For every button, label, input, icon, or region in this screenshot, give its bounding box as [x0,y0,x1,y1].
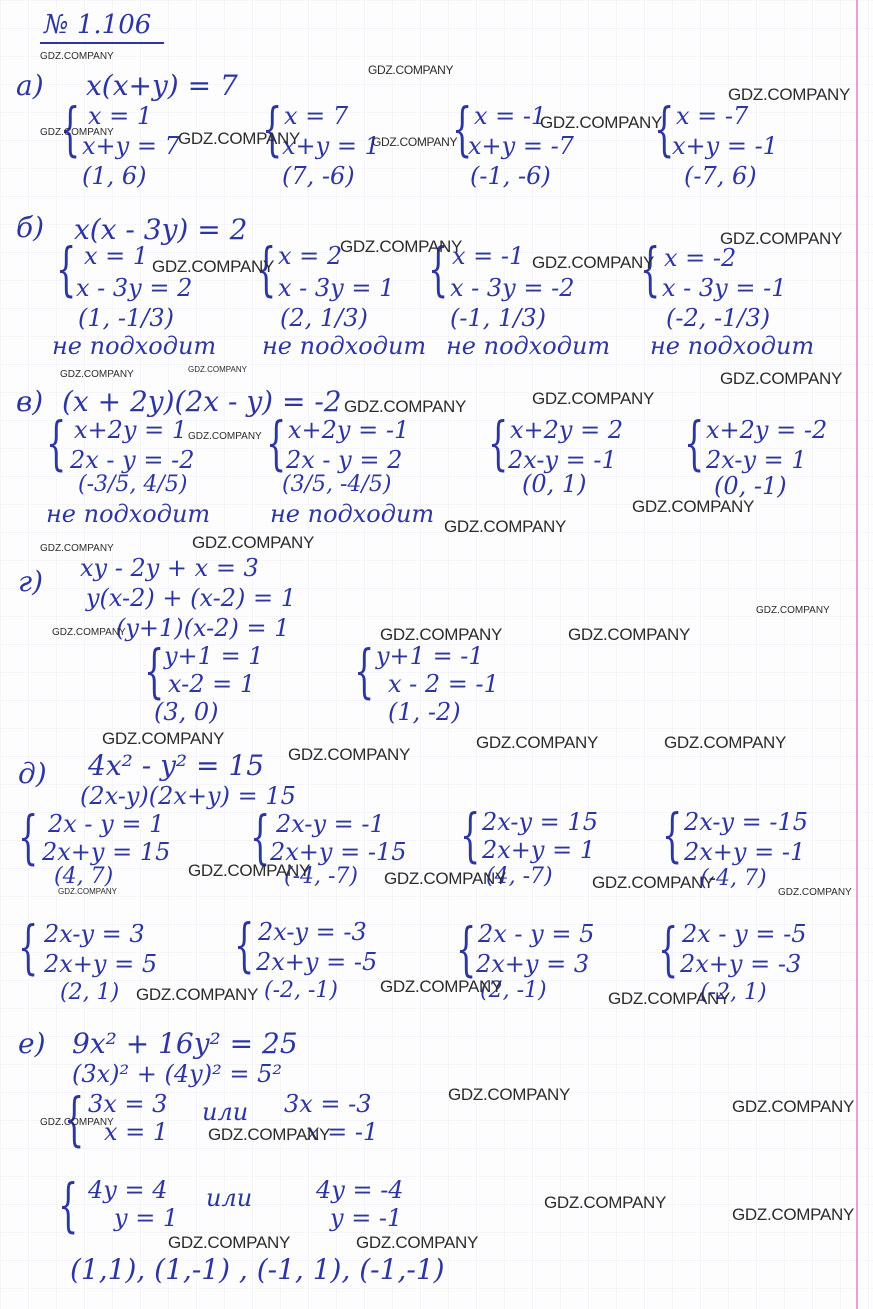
watermark: GDZ.COMPANY [356,1233,479,1252]
brace: { [64,1085,85,1153]
system-line: x = -1 [306,1118,379,1146]
solution-pair: (2, 1) [60,980,120,1005]
watermark: GDZ.COMPANY [444,517,567,536]
watermark: GDZ.COMPANY [340,237,463,256]
or-word: или [202,1098,249,1126]
or-word: или [206,1184,253,1212]
solution-pair: (0, 1) [522,470,587,498]
title-underline [40,42,164,44]
watermark: GDZ.COMPANY [532,389,655,408]
watermark: GDZ.COMPANY [384,869,507,888]
margin-line [856,0,858,1309]
section-d-label: д) [18,757,47,790]
system-line: y+1 = 1 [164,642,264,670]
section-e-label: е) [18,1027,46,1060]
solution-pair: (4, -7) [486,864,553,889]
system-line: x+2y = -1 [288,416,410,444]
brace: { [56,235,77,303]
system-line: 2x - y = 5 [478,920,595,948]
brace: { [460,801,481,869]
equation-line: 9x² + 16y² = 25 [72,1027,298,1060]
brace: { [654,95,675,163]
watermark: GDZ.COMPANY [208,1125,331,1144]
watermark: GDZ.COMPANY [136,985,259,1004]
system-line: 2x+y = -3 [680,950,802,978]
system-line: 2x-y = 3 [44,920,145,948]
system-line: 2x+y = -1 [684,838,806,866]
brace: { [256,235,277,303]
system-line: x+y = 1 [282,132,380,160]
brace: { [662,801,683,869]
brace: { [684,409,705,477]
watermark: GDZ.COMPANY [532,253,655,272]
system-line: x = -7 [676,102,749,130]
system-line: 2x-y = -15 [684,808,809,836]
system-line: y = -1 [330,1204,403,1232]
solution-pair: (0, -1) [714,472,787,500]
watermark: GDZ.COMPANY [288,745,411,764]
system-line: 2x-y = 1 [706,446,807,474]
watermark: GDZ.COMPANY [188,861,311,880]
watermark: GDZ.COMPANY [40,1117,114,1128]
solution-pair: (-3/5, 4/5) [78,472,188,497]
system-line: x-2 = 1 [168,670,256,698]
system-line: x = -2 [664,244,737,272]
watermark: GDZ.COMPANY [368,63,454,77]
brace: { [428,235,449,303]
section-g-label: г) [18,565,44,598]
final-answer: (1,1), (1,-1) , (-1, 1), (-1,-1) [70,1253,445,1286]
solution-pair: (3/5, -4/5) [282,472,392,497]
brace: { [234,911,255,979]
watermark: GDZ.COMPANY [732,1097,855,1116]
system-line: x - 3y = -1 [662,274,787,302]
brace: { [456,915,477,983]
watermark: GDZ.COMPANY [544,1193,667,1212]
watermark: GDZ.COMPANY [448,1085,571,1104]
equation-line: (y+1)(x-2) = 1 [116,614,290,642]
watermark: GDZ.COMPANY [720,369,843,388]
not-suitable-note: не подходит [262,332,427,360]
watermark: GDZ.COMPANY [40,127,114,138]
section-a-equation: x(x+y) = 7 [86,69,238,102]
section-b-label: б) [16,211,45,244]
solution-pair: (1, -2) [388,698,461,726]
problem-number: № 1.106 [44,10,152,40]
section-a-label: а) [16,69,44,102]
solution-pair: (-2, -1) [264,978,339,1003]
system-line: 2x+y = 3 [476,950,590,978]
not-suitable-note: не подходит [46,500,211,528]
system-line: x = 1 [104,1118,169,1146]
system-line: x+2y = 2 [510,416,624,444]
solution-pair: (-7, 6) [684,162,757,190]
system-line: x = -1 [474,102,547,130]
system-line: 2x - y = -5 [682,920,807,948]
system-line: 2x-y = 15 [482,808,598,836]
system-line: x - 3y = 1 [278,274,395,302]
system-line: y+1 = -1 [376,642,484,670]
solution-pair: (1, 6) [82,162,147,190]
watermark: GDZ.COMPANY [476,733,599,752]
system-line: x - 3y = 2 [76,274,193,302]
equation-line: 4x² - y² = 15 [88,749,265,782]
system-line: 4y = -4 [316,1176,404,1204]
watermark: GDZ.COMPANY [188,365,247,374]
watermark: GDZ.COMPANY [102,729,225,748]
brace: { [488,409,509,477]
system-line: 3x = -3 [284,1090,372,1118]
solution-pair: (7, -6) [282,162,355,190]
watermark: GDZ.COMPANY [40,51,114,62]
watermark: GDZ.COMPANY [372,135,458,149]
not-suitable-note: не подходит [650,332,815,360]
brace: { [250,803,271,871]
solution-pair: (-1, -6) [470,162,551,190]
brace: { [144,637,165,705]
brace: { [354,637,375,705]
system-line: 2x-y = -1 [508,446,617,474]
system-line: 4y = 4 [88,1176,168,1204]
brace: { [452,95,473,163]
solution-pair: (2, -1) [480,978,547,1003]
watermark: GDZ.COMPANY [540,113,663,132]
section-b-equation: x(x - 3y) = 2 [74,213,248,246]
watermark: GDZ.COMPANY [608,989,731,1008]
system-line: 2x+y = 15 [42,838,171,866]
system-line: 2x+y = -15 [270,838,407,866]
brace: { [640,235,661,303]
watermark: GDZ.COMPANY [728,85,851,104]
system-line: x+y = -7 [468,132,574,160]
system-line: x - 2 = -1 [388,670,499,698]
solution-pair: (-4, -7) [284,864,359,889]
solution-pair: (-4, 7) [700,866,767,891]
system-line: x = 1 [84,242,149,270]
not-suitable-note: не подходит [52,332,217,360]
system-line: 2x+y = -5 [256,948,378,976]
system-line: x = -1 [452,242,525,270]
system-line: 2x-y = -3 [258,918,367,946]
brace: { [262,95,283,163]
watermark: GDZ.COMPANY [380,625,503,644]
watermark: GDZ.COMPANY [732,1205,855,1224]
system-line: x+2y = -2 [706,416,828,444]
section-v-label: в) [16,385,44,418]
solution-pair: (-1, 1/3) [450,304,546,332]
system-line: 2x-y = -1 [276,810,385,838]
brace: { [658,915,679,983]
brace: { [58,1171,79,1239]
solution-pair: (-2, -1/3) [666,304,771,332]
brace: { [18,803,39,871]
equation-line: y(x-2) + (x-2) = 1 [86,584,296,612]
watermark: GDZ.COMPANY [168,1233,291,1252]
system-line: x - 3y = -2 [450,274,575,302]
solution-pair: (3, 0) [154,698,219,726]
brace: { [18,913,39,981]
section-v-equation: (x + 2y)(2x - y) = -2 [62,385,342,418]
watermark: GDZ.COMPANY [60,369,134,380]
system-line: 2x - y = 2 [286,446,403,474]
system-line: y = 1 [114,1204,179,1232]
equation-line: (2x-y)(2x+y) = 15 [80,782,296,810]
watermark: GDZ.COMPANY [720,229,843,248]
equation-line: xy - 2y + x = 3 [80,554,259,582]
watermark: GDZ.COMPANY [178,129,301,148]
solution-pair: (2, 1/3) [280,304,368,332]
watermark: GDZ.COMPANY [568,625,691,644]
system-line: 2x - y = 1 [48,810,165,838]
brace: { [266,409,287,477]
watermark: GDZ.COMPANY [664,733,787,752]
system-line: x+y = 7 [82,132,180,160]
watermark: GDZ.COMPANY [756,605,830,616]
system-line: x = 7 [284,102,349,130]
watermark: GDZ.COMPANY [58,887,117,896]
system-line: 2x+y = 1 [482,836,596,864]
watermark: GDZ.COMPANY [632,497,755,516]
system-line: 3x = 3 [88,1090,168,1118]
system-line: 2x - y = -2 [70,446,195,474]
system-line: x = 2 [278,242,343,270]
watermark: GDZ.COMPANY [380,977,503,996]
watermark: GDZ.COMPANY [40,543,114,554]
not-suitable-note: не подходит [446,332,611,360]
watermark: GDZ.COMPANY [592,873,715,892]
equation-line: (3x)² + (4y)² = 5² [72,1060,282,1088]
system-line: x+2y = 1 [74,416,188,444]
brace: { [46,409,67,477]
watermark: GDZ.COMPANY [152,257,275,276]
solution-pair: (1, -1/3) [78,304,174,332]
watermark: GDZ.COMPANY [344,397,467,416]
system-line: x+y = -1 [672,132,778,160]
watermark: GDZ.COMPANY [188,431,262,442]
watermark: GDZ.COMPANY [192,533,315,552]
system-line: 2x+y = 5 [44,950,158,978]
watermark: GDZ.COMPANY [778,887,852,898]
system-line: x = 1 [88,102,153,130]
brace: { [60,95,81,163]
not-suitable-note: не подходит [270,500,435,528]
solution-pair: (4, 7) [54,864,114,889]
watermark: GDZ.COMPANY [52,627,126,638]
solution-pair: (-2, 1) [700,980,767,1005]
